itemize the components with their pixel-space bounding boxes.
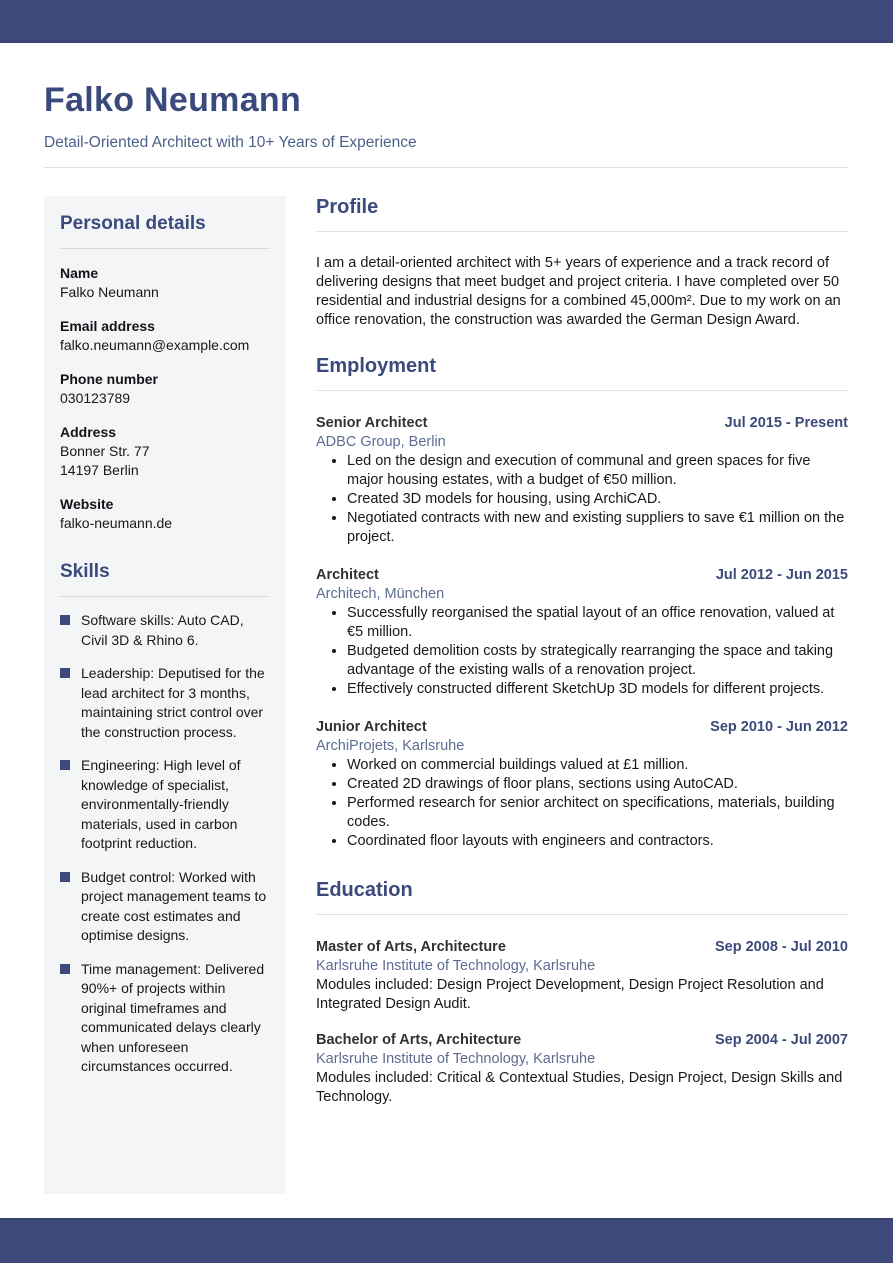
profile-text: I am a detail-oriented architect with 5+ years of experience and a track record of delivering designs that meet budget and project criteria. I have completed over 50 residential and industrial designs for a combined 45,000m². Due to my work on an office renovation, the construction was awarded the German Design Award. — [316, 255, 841, 328]
job-company: ArchiProjets, Karlsruhe — [316, 738, 465, 754]
job-role: Senior Architect — [316, 415, 428, 431]
education-list — [316, 938, 848, 1107]
field-label: Address — [60, 424, 117, 440]
job-entry — [316, 718, 848, 851]
skill-item — [60, 960, 270, 1077]
job-bullet: • Worked on commercial buildings valued at £1 million. — [347, 756, 848, 775]
job-bullet: • Created 2D drawings of floor plans, sections using AutoCAD. — [347, 775, 848, 794]
bottom-accent-bar — [0, 1218, 893, 1263]
field-name — [60, 264, 270, 302]
skill-text: Engineering: High level of knowledge of specialist, environmentally-friendly materials, used in carbon footprint reduction. — [81, 757, 241, 851]
education-entry — [316, 938, 848, 1014]
field-label: Phone number — [60, 371, 159, 387]
job-bullets — [316, 604, 848, 699]
job-role: Architect — [316, 567, 379, 583]
field-value: 030123789 — [60, 390, 131, 406]
education-header — [316, 1031, 848, 1050]
square-bullet-icon — [60, 760, 70, 770]
job-company: Architech, München — [316, 586, 445, 602]
field-address — [60, 423, 270, 480]
top-accent-bar — [0, 0, 893, 43]
skill-item — [60, 868, 270, 946]
job-bullet: • Successfully reorganised the spatial layout of an office renovation, valued at €5 million. — [347, 604, 848, 642]
job-title-subtitle: Detail-Oriented Architect with 10+ Years of Experience — [44, 134, 417, 151]
job-bullet: • Budgeted demolition costs by strategically rearranging the space and taking advantage of the existing walls of a renovation project. — [347, 642, 848, 680]
cv-page — [0, 81, 893, 1194]
skills-heading: Skills — [60, 561, 270, 597]
job-role: Junior Architect — [316, 719, 427, 735]
field-value: falko.neumann@example.com — [60, 337, 250, 353]
field-website — [60, 495, 270, 533]
skill-text: Budget control: Worked with project management teams to create cost estimates and optimise designs. — [81, 868, 267, 943]
job-bullet: • Coordinated floor layouts with engineers and contractors. — [347, 832, 848, 851]
education-header — [316, 938, 848, 957]
skill-item — [60, 611, 270, 650]
job-bullets — [316, 756, 848, 851]
education-heading: Education — [316, 879, 848, 915]
sidebar — [44, 196, 286, 1194]
field-value: Falko Neumann — [60, 284, 159, 300]
square-bullet-icon — [60, 668, 70, 678]
education-dates: Sep 2008 - Jul 2010 — [715, 939, 848, 955]
job-entry — [316, 414, 848, 547]
square-bullet-icon — [60, 615, 70, 625]
personal-details-heading: Personal details — [60, 213, 270, 249]
education-degree: Master of Arts, Architecture — [316, 939, 506, 955]
field-email — [60, 317, 270, 355]
job-bullets — [316, 452, 848, 547]
square-bullet-icon — [60, 872, 70, 882]
job-list — [316, 414, 848, 851]
job-header — [316, 718, 848, 737]
job-bullet: • Negotiated contracts with new and existing suppliers to save €1 million on the project. — [347, 509, 848, 547]
job-header — [316, 414, 848, 433]
education-description: Modules included: Critical & Contextual Studies, Design Project, Design Skills and Technology. — [316, 1070, 843, 1105]
skill-text: Leadership: Deputised for the lead architect for 3 months, maintaining strict control over the construction process. — [81, 665, 265, 740]
page-title: Falko Neumann — [44, 81, 302, 119]
education-description: Modules included: Design Project Development, Design Project Resolution and Integrated Design Audit. — [316, 977, 824, 1012]
field-value: 14197 Berlin — [60, 462, 139, 478]
education-degree: Bachelor of Arts, Architecture — [316, 1032, 522, 1048]
job-company: ADBC Group, Berlin — [316, 434, 446, 450]
field-value: Bonner Str. 77 — [60, 443, 150, 459]
job-dates: Jul 2012 - Jun 2015 — [715, 567, 848, 583]
job-bullet: • Effectively constructed different SketchUp 3D models for different projects. — [347, 680, 848, 699]
job-dates: Sep 2010 - Jun 2012 — [710, 719, 848, 735]
job-bullet: • Created 3D models for housing, using ArchiCAD. — [347, 490, 848, 509]
field-phone — [60, 370, 270, 408]
education-institution: Karlsruhe Institute of Technology, Karlsruhe — [316, 1051, 596, 1067]
education-entry — [316, 1031, 848, 1107]
skill-item — [60, 756, 270, 854]
education-institution: Karlsruhe Institute of Technology, Karlsruhe — [316, 958, 596, 974]
skill-text: Time management: Delivered 90%+ of projects within original timeframes and communicated delays clearly when unforeseen circumstances occurred. — [81, 960, 265, 1074]
skill-text: Software skills: Auto CAD, Civil 3D & Rhino 6. — [81, 612, 244, 648]
field-label: Name — [60, 265, 99, 281]
main-column — [316, 196, 848, 1194]
square-bullet-icon — [60, 964, 70, 974]
employment-heading: Employment — [316, 355, 848, 391]
job-dates: Jul 2015 - Present — [724, 415, 848, 431]
job-bullet: • Performed research for senior architect on specifications, materials, building codes. — [347, 794, 848, 832]
profile-heading: Profile — [316, 196, 848, 232]
skill-item — [60, 664, 270, 742]
education-dates: Sep 2004 - Jul 2007 — [715, 1032, 848, 1048]
job-entry — [316, 566, 848, 699]
job-header — [316, 566, 848, 585]
field-value: falko-neumann.de — [60, 515, 173, 531]
job-bullet: • Led on the design and execution of communal and green spaces for five major housing estates, with a budget of €50 million. — [347, 452, 848, 490]
field-label: Email address — [60, 318, 155, 334]
content-columns — [44, 196, 848, 1194]
field-label: Website — [60, 496, 114, 512]
header-divider — [44, 167, 848, 168]
